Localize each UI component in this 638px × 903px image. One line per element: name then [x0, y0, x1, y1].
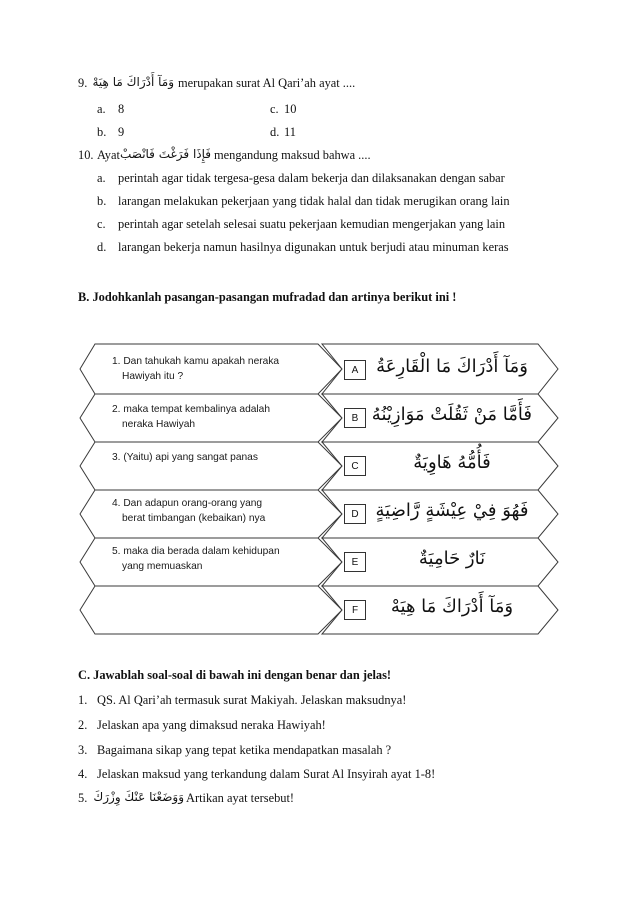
section-b-title: B. Jodohkanlah pasangan-pasangan mufradad dan artinya berikut ini !	[78, 290, 457, 304]
q10-arabic: فَإِذَا فَرَغْتَ فَانْصَبْ	[120, 147, 212, 161]
q9-option-d: 11	[284, 125, 296, 139]
q10-option-c: perintah agar setelah selesai suatu pekerjaan kemudian mengerjakan yang lain	[118, 217, 506, 231]
letter-box-e: E	[344, 552, 366, 572]
match-left-1-line1: 1. Dan tahukah kamu apakah neraka	[112, 356, 280, 367]
match-left-2-line2: neraka Hawiyah	[122, 419, 196, 430]
match-right-f: وَمَآ أَدْرَاكَ مَا هِيَهْ	[390, 596, 514, 617]
match-left-2	[112, 402, 270, 432]
match-left-3	[112, 450, 258, 465]
match-left-2-line1: 2. maka tempat kembalinya adalah	[112, 404, 270, 415]
q10-option-c-key: c.	[97, 217, 106, 231]
q9-option-a-key: a.	[97, 102, 106, 116]
match-left-1	[112, 354, 279, 384]
letter-box-f: F	[344, 600, 366, 620]
c-item-5-number: 5.	[78, 791, 88, 805]
match-right-b: فَأَمَّا مَنْ ثَقُلَتْ مَوَازِيْنُهُ	[371, 404, 532, 425]
match-left-5-line1: 5. maka dia berada dalam kehidupan	[112, 546, 280, 557]
q10-option-a-key: a.	[97, 171, 106, 185]
q9-option-b-key: b.	[97, 125, 107, 139]
match-left-3-line1: 3. (Yaitu) api yang sangat panas	[112, 452, 258, 463]
match-right-c: فَأُمُّهُ هَاوِيَةٌ	[413, 452, 491, 473]
q9-question-text: merupakan surat Al Qari’ah ayat ....	[178, 76, 356, 90]
q10-option-d: larangan bekerja namun hasilnya digunakan untuk berjudi atau minuman keras	[118, 240, 509, 254]
c-item-2-number: 2.	[78, 718, 88, 732]
match-right-d: فَهُوَ فِيْ عِيْشَةٍ رَّاضِيَةٍ	[375, 500, 529, 521]
q10-option-a: perintah agar tidak tergesa-gesa dalam bekerja dan dilaksanakan dengan sabar	[118, 171, 505, 185]
c-item-4-text: Jelaskan maksud yang terkandung dalam Surat Al Insyirah ayat 1-8!	[97, 767, 436, 781]
q9-option-a: 8	[118, 102, 125, 116]
section-c-title: C. Jawablah soal-soal di bawah ini dengan benar dan jelas!	[78, 668, 392, 682]
match-left-4-line2: berat timbangan (kebaikan) nya	[122, 513, 266, 524]
left-arrow-6	[80, 586, 342, 634]
match-right-e: نَارٌ حَامِيَةٌ	[418, 548, 486, 569]
c-item-5-arabic: وَوَضَعْنَا عَنْكَ وِزْرَكَ	[93, 790, 184, 804]
q9-arabic: وَمَآ أَدْرَاكَ مَا هِيَهْ	[92, 75, 174, 89]
match-left-4	[112, 496, 265, 526]
q10-option-d-key: d.	[97, 240, 107, 254]
c-item-3-number: 3.	[78, 743, 88, 757]
q10-prefix: Ayat	[97, 148, 120, 162]
match-right-a: وَمَآ أَدْرَاكَ مَا الْقَارِعَةُ	[376, 356, 528, 377]
c-item-1-number: 1.	[78, 693, 88, 707]
match-left-5	[112, 544, 280, 574]
c-item-4-number: 4.	[78, 767, 88, 781]
letter-box-b: B	[344, 408, 366, 428]
c-item-2-text: Jelaskan apa yang dimaksud neraka Hawiyah!	[97, 718, 326, 732]
match-left-1-line2: Hawiyah itu ?	[122, 371, 184, 382]
q10-question-text: mengandung maksud bahwa ....	[214, 148, 371, 162]
c-item-5-text: Artikan ayat tersebut!	[186, 791, 295, 805]
q9-option-d-key: d.	[270, 125, 280, 139]
c-item-1-text: QS. Al Qari’ah termasuk surat Makiyah. Jelaskan maksudnya!	[97, 693, 407, 707]
letter-box-a: A	[344, 360, 366, 380]
match-left-5-line2: yang memuaskan	[122, 561, 203, 572]
q9-option-c: 10	[284, 102, 297, 116]
c-item-3-text: Bagaimana sikap yang tepat ketika mendapatkan masalah ?	[97, 743, 392, 757]
q10-number: 10.	[78, 148, 94, 162]
q10-option-b: larangan melakukan pekerjaan yang tidak halal dan tidak merugikan orang lain	[118, 194, 510, 208]
q10-option-b-key: b.	[97, 194, 107, 208]
letter-box-c: C	[344, 456, 366, 476]
letter-box-d: D	[344, 504, 366, 524]
q9-option-c-key: c.	[270, 102, 279, 116]
q9-number: 9.	[78, 76, 88, 90]
q9-option-b: 9	[118, 125, 125, 139]
match-left-4-line1: 4. Dan adapun orang-orang yang	[112, 498, 263, 509]
